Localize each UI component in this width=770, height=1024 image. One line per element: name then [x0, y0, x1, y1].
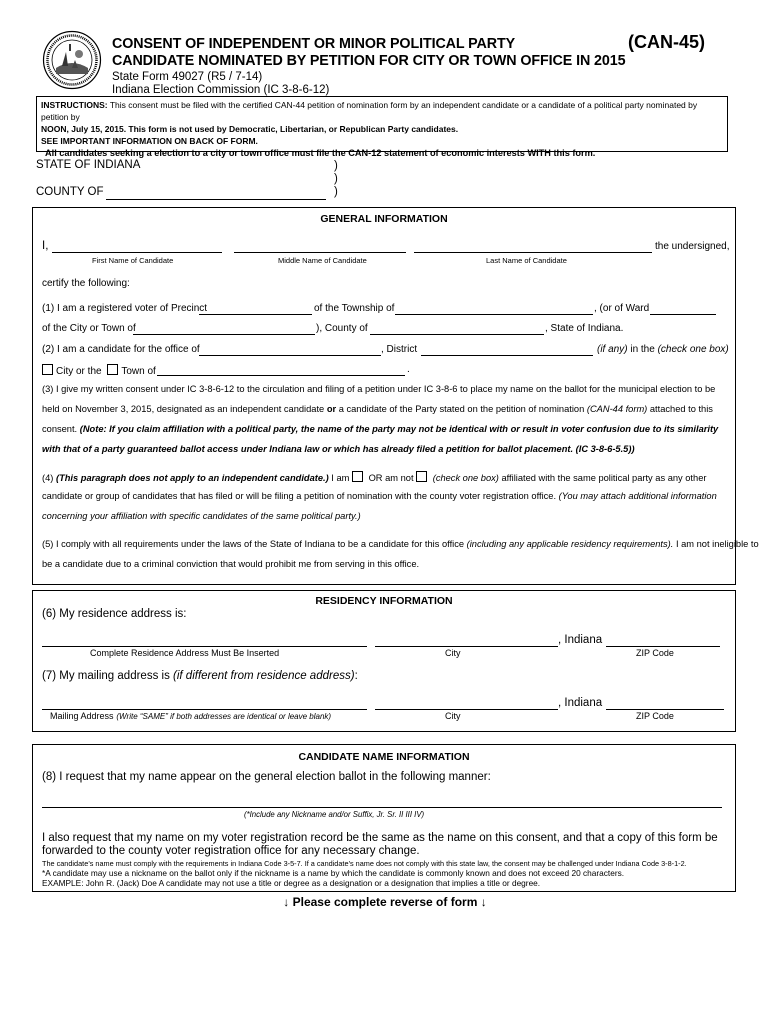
- mailing-zip-caption: ZIP Code: [636, 711, 674, 721]
- p4-number: (4): [42, 473, 54, 483]
- p5-text: (5) I comply with all requirements under the laws of the State of Indiana to be a candidate for this office: [42, 539, 465, 549]
- p3-text: a candidate of the Party stated on the petition of nomination: [338, 404, 585, 414]
- precinct-field[interactable]: [199, 304, 312, 315]
- p4-text: candidate or group of candidates that has filed or will be filing a petition of nomination with the county voter registration office.: [42, 491, 557, 501]
- mailing-city-caption: City: [445, 711, 461, 721]
- p1-township-label: of the Township of: [314, 303, 395, 314]
- p3-consent-text: (3) I give my written consent under IC 3-8-6-12 to the circulation and filing of a petition under IC 3-8-6 to place my name on the ballot for the municipal election to be: [42, 384, 716, 394]
- p1-county-label: ), County of: [316, 323, 368, 334]
- p2-office-label: (2) I am a candidate for the office of: [42, 344, 200, 355]
- residence-indiana: , Indiana: [558, 634, 603, 646]
- am-affiliated-checkbox[interactable]: [352, 471, 363, 482]
- ballot-name-field[interactable]: [42, 807, 722, 808]
- certify-text: certify the following:: [42, 278, 130, 289]
- form-title-line1: CONSENT OF INDEPENDENT OR MINOR POLITICAL PARTY: [112, 36, 516, 52]
- p8-ballot-name-label: (8) I request that my name appear on the general election ballot in the following manner:: [42, 771, 491, 783]
- residency-information-heading: RESIDENCY INFORMATION: [315, 595, 453, 607]
- am-not-affiliated-checkbox[interactable]: [416, 471, 427, 482]
- p5-residency-note: (including any applicable residency requirements).: [466, 539, 674, 549]
- instructions-text: This consent must be filed with the certified CAN-44 petition of nomination form by an independent candidate or a candidate of a political party nominated by petition by: [41, 100, 698, 122]
- p2-if-any: (if any): [597, 344, 628, 355]
- residence-zip-caption: ZIP Code: [636, 648, 674, 658]
- commission-citation: Indiana Election Commission (IC 3-8-6-12): [112, 84, 330, 96]
- residence-address-caption: Complete Residence Address Must Be Inserted: [90, 648, 280, 658]
- p7-mailing-label: (7) My mailing address is: [42, 670, 170, 682]
- p3-text: consent.: [42, 424, 78, 434]
- name-compliance-note: The candidate’s name must comply with the requirements in Indiana Code 3-5-7. If a candidate’s name does not comply with this state law, the consent may be challenged under Indiana Code 3-8-1-2.: [42, 859, 687, 868]
- p2-check-one-box: (check one box): [657, 344, 729, 355]
- complete-reverse-text: Please complete reverse of form: [292, 895, 478, 909]
- p3-text: attached to this: [649, 404, 713, 414]
- ballot-name-caption: (*Include any Nickname and/or Suffix, Jr. Sr. II III IV): [244, 810, 425, 819]
- township-field[interactable]: [395, 304, 593, 315]
- mailing-address-caption: Mailing Address: [50, 711, 114, 721]
- residence-city-caption: City: [445, 648, 461, 658]
- general-information-heading: GENERAL INFORMATION: [320, 213, 448, 225]
- office-field[interactable]: [199, 345, 381, 356]
- mailing-city-field[interactable]: [375, 709, 558, 710]
- arrow-down-icon: ↓: [480, 895, 487, 909]
- mailing-indiana: , Indiana: [558, 697, 603, 709]
- instructions-can12-note: All candidates seeking a election to a city or town office must file the CAN-12 statement of economic interests WITH this form.: [45, 148, 596, 158]
- venue-paren: ): [334, 186, 338, 198]
- district-field[interactable]: [421, 345, 593, 356]
- venue-dot: .: [407, 364, 410, 375]
- p4-independent-note: (This paragraph does not apply to an independent candidate.): [55, 473, 329, 483]
- voter-record-request: I also request that my name on my voter registration record be the same as the name on this consent, and that a copy of this form be: [42, 832, 718, 844]
- p1-state-text: , State of Indiana.: [545, 323, 624, 334]
- p4-or-am-not: OR am not: [368, 473, 414, 483]
- p1-city-label: of the City or Town of: [42, 323, 136, 334]
- voter-record-request-cont: forwarded to the county voter registration office for any necessary change.: [42, 845, 420, 857]
- city-or-the-label: City or the: [56, 366, 102, 377]
- venue-paren: ): [334, 160, 338, 172]
- city-town-name-field[interactable]: [157, 365, 405, 376]
- residence-zip-field[interactable]: [606, 646, 720, 647]
- form-id: (CAN-45): [628, 32, 706, 52]
- nickname-example: EXAMPLE: John R. (Jack) Doe A candidate may not use a title or degree as a designation or a designation that implies a title or degree.: [42, 878, 541, 888]
- nickname-note: *A candidate may use a nickname on the ballot only if the nickname is a name by which the candidate is commonly known and does not exceed 20 characters.: [42, 868, 625, 878]
- venue-state: STATE OF INDIANA: [36, 159, 141, 171]
- mailing-zip-field[interactable]: [606, 709, 724, 710]
- state-form-number: State Form 49027 (R5 / 7-14): [112, 71, 263, 83]
- city-checkbox[interactable]: [42, 364, 53, 375]
- instructions-box: [36, 96, 728, 158]
- instructions-see-back: SEE IMPORTANT INFORMATION ON BACK OF FORM.: [41, 136, 258, 146]
- county-field[interactable]: [106, 189, 326, 200]
- p1-ward-label: , (or of Ward: [594, 303, 650, 314]
- instructions-label: INSTRUCTIONS:: [41, 100, 108, 110]
- p5-text-cont: be a candidate due to a criminal conviction that would prohibit me from serving in this office.: [42, 559, 420, 569]
- p3-note: (Note: If you claim affiliation with a political party, the name of the party may not be identical with or result in voter confusion due to its similarity: [79, 424, 719, 434]
- p7-if-different: (if different from residence address): [173, 670, 355, 682]
- instructions-text: . This form is not used by Democratic, Libertarian, or Republican Party candidates.: [123, 124, 459, 134]
- p4-i-am: I am: [331, 473, 350, 483]
- last-name-caption: Last Name of Candidate: [486, 256, 567, 265]
- p4-check-one-box: (check one box): [432, 473, 499, 483]
- p3-or: or: [326, 404, 337, 414]
- p3-note-cont: with that of a party guaranteed ballot access under Indiana law or which has already filed a petition for ballot placement. (IC 3-8-6-5.5)): [42, 444, 635, 454]
- candidate-name-heading: CANDIDATE NAME INFORMATION: [298, 751, 470, 763]
- p3-can44: (CAN-44 form): [586, 404, 648, 414]
- town-of-label: Town of: [121, 366, 156, 377]
- first-name-caption: First Name of Candidate: [92, 256, 174, 265]
- p7-colon: :: [354, 670, 358, 682]
- ward-field[interactable]: [650, 304, 716, 315]
- middle-name-caption: Middle Name of Candidate: [278, 256, 367, 265]
- arrow-down-icon: ↓: [283, 895, 290, 909]
- residence-city-field[interactable]: [375, 646, 558, 647]
- town-checkbox[interactable]: [107, 364, 118, 375]
- p4-text: affiliated with the same political party as any other: [501, 473, 707, 483]
- county-of-field[interactable]: [370, 324, 544, 335]
- deadline: NOON, July 15, 2015: [41, 124, 124, 134]
- undersigned-text: the undersigned,: [655, 241, 730, 252]
- p4-attach-note-cont: concerning your affiliation with specific candidates of the same political party.): [42, 511, 361, 521]
- residence-address-field[interactable]: [42, 646, 367, 647]
- i-label: I,: [42, 240, 49, 252]
- state-seal-icon: [42, 30, 102, 90]
- p2-in-the: in the: [630, 344, 655, 355]
- mailing-address-field[interactable]: [42, 709, 367, 710]
- p6-residence-label: (6) My residence address is:: [42, 608, 187, 620]
- first-name-field[interactable]: [52, 242, 222, 253]
- p2-district-label: , District: [381, 344, 418, 355]
- middle-name-field[interactable]: [234, 242, 406, 253]
- venue-county-label: COUNTY OF: [36, 186, 104, 198]
- city-town-field[interactable]: [133, 324, 315, 335]
- p4-attach-note: (You may attach additional information: [558, 491, 717, 501]
- p5-text: I am not ineligible to: [675, 539, 759, 549]
- form-title-line2: CANDIDATE NOMINATED BY PETITION FOR CITY OR TOWN OFFICE IN 2015: [112, 53, 626, 69]
- p1-precinct-label: (1) I am a registered voter of Precinct: [42, 303, 208, 314]
- venue-paren: ): [334, 173, 338, 185]
- mailing-same-note: (Write “SAME” if both addresses are identical or leave blank): [116, 712, 332, 721]
- last-name-field[interactable]: [414, 242, 652, 253]
- p3-text: held on November 3, 2015, designated as an independent candidate: [42, 404, 325, 414]
